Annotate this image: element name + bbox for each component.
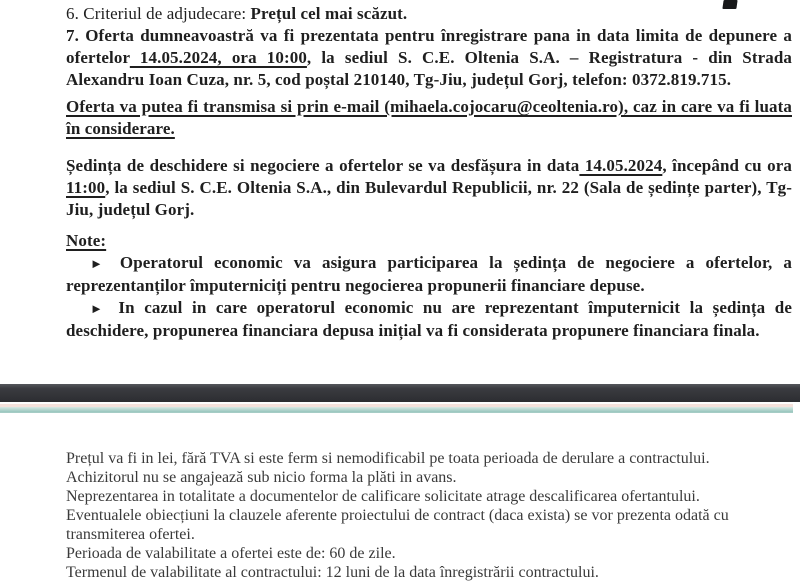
document-page-2 bbox=[0, 413, 800, 582]
page-separator bbox=[0, 384, 800, 413]
submission-text-2: , la sediul S. C.E. Oltenia S.A. – Registratura - din Strada Alexandru Ioan Cuza, nr. 5, cod poștal 210140, Tg-Jiu, județul Gorj, telefon: 0372.819.715. bbox=[66, 48, 792, 89]
note-bullet-2 bbox=[66, 297, 792, 342]
note-bullet-1 bbox=[66, 252, 792, 297]
email-notice-paragraph bbox=[66, 96, 792, 140]
terms-line-disqualification: Neprezentarea in totalitate a documentelor de calificare solicitate atrage descalificarea ofertantului. bbox=[66, 488, 700, 505]
submission-deadline: 14.05.2024, ora 10:00 bbox=[129, 48, 307, 67]
submission-paragraph bbox=[66, 25, 792, 91]
meeting-time: 11:00 bbox=[66, 178, 106, 197]
meeting-date: 14.05.2024 bbox=[579, 156, 663, 175]
bullet-icon: ► bbox=[90, 256, 109, 271]
submission-text-1: 7. Oferta dumneavoastră va fi prezentata pentru înregistrare pana in data limita de depunere a ofertelor bbox=[66, 26, 792, 67]
note-heading bbox=[66, 230, 792, 252]
terms-line-contract-validity: Termenul de valabilitate al contractului: 12 luni de la data înregistrării contractului. bbox=[66, 564, 599, 581]
criterion-label: 6. Criteriul de adjudecare: bbox=[66, 4, 251, 23]
page-shadow-bar bbox=[0, 384, 800, 402]
terms-line-advance: Achizitorul nu se angajează sub nicio forma la plăti in avans. bbox=[66, 469, 457, 486]
bullet-icon: ► bbox=[90, 301, 109, 316]
criterion-value: Prețul cel mai scăzut. bbox=[250, 4, 408, 23]
meeting-text-1: Ședința de deschidere si negociere a ofertelor se va desfășura in data bbox=[66, 156, 580, 175]
meeting-text-3: , la sediul S. C.E. Oltenia S.A., din Bulevardul Republicii, nr. 22 (Sala de ședințe parter), Tg-Jiu, județul Gorj. bbox=[66, 178, 792, 219]
criterion-paragraph bbox=[66, 3, 792, 25]
email-notice-text: Oferta va putea fi transmisa si prin e-mail (mihaela.cojocaru@ceoltenia.ro), caz in care va fi luata în considerare. bbox=[66, 97, 792, 138]
terms-line-price: Prețul va fi in lei, fără TVA si este ferm si nemodificabil pe toata perioada de derulare a contractului. bbox=[66, 450, 710, 467]
terms-line-objections: Eventualele obiecțiuni la clauzele aferente proiectului de contract (daca exista) se vor prezenta odată cu transmiterea ofertei. bbox=[66, 507, 729, 543]
scan-artifact-mark bbox=[722, 0, 737, 9]
meeting-text-2: , începând cu ora bbox=[662, 156, 792, 175]
meeting-paragraph bbox=[66, 155, 792, 221]
note-bullet-1-text: Operatorul economic va asigura participarea la ședința de negociere a ofertelor, a reprezentanților împuterniciți pentru negocierea propunerii financiare depuse. bbox=[66, 253, 792, 295]
terms-line-offer-validity: Perioada de valabilitate a ofertei este de: 60 de zile. bbox=[66, 545, 396, 562]
note-heading-text: Note: bbox=[66, 231, 107, 250]
note-bullet-2-text: In cazul in care operatorul economic nu are reprezentant împuternicit la ședința de deschidere, propunerea financiara depusa inițial va fi considerata propunere financiara finala. bbox=[66, 298, 792, 340]
